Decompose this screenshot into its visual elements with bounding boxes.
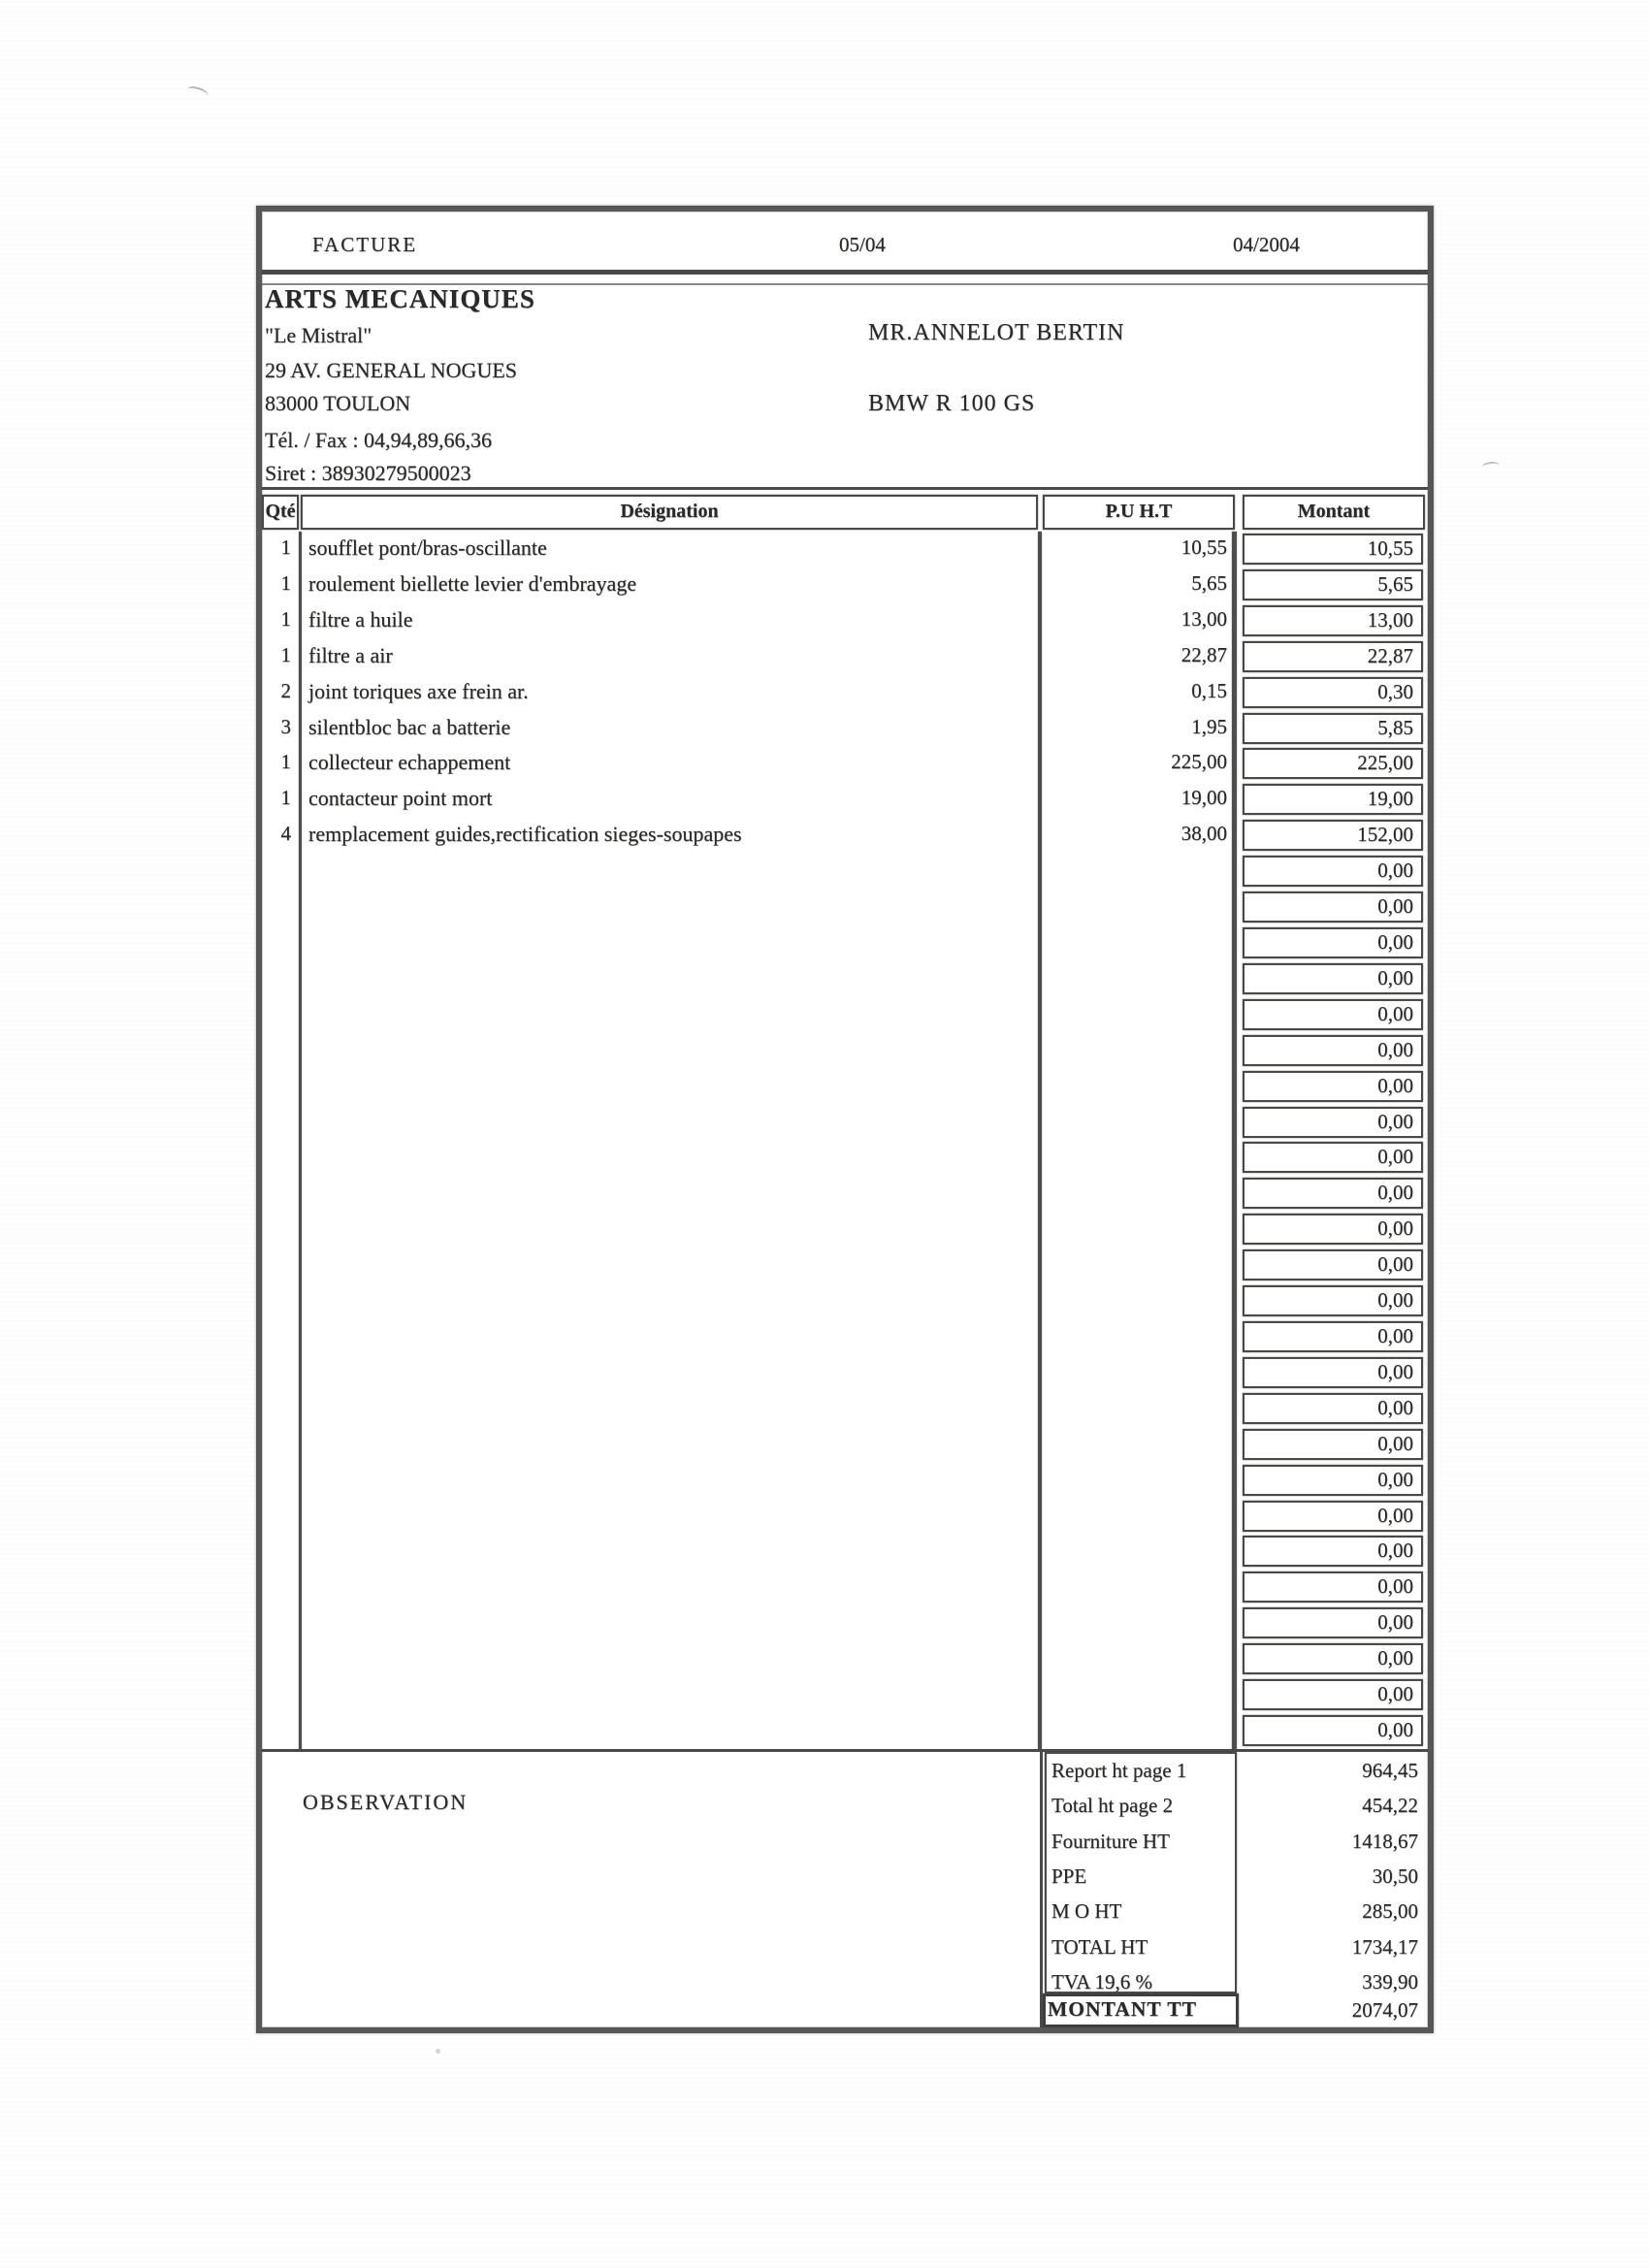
- item-qty: 4: [280, 822, 291, 846]
- table-row-empty: [262, 1247, 1428, 1283]
- table-row-empty: [262, 1499, 1428, 1535]
- empty-amount-box: 0,00: [1243, 1429, 1423, 1460]
- item-amount-box: 13,00: [1243, 605, 1423, 636]
- empty-amount-box: 0,00: [1243, 1571, 1423, 1603]
- item-unit-price: 13,00: [1180, 606, 1227, 631]
- item-amount-box: 19,00: [1243, 784, 1423, 815]
- seller-name: ARTS MECANIQUES: [265, 284, 535, 313]
- seller-address-line: 83000 TOULON: [265, 391, 411, 415]
- table-row: [262, 675, 1428, 711]
- item-designation: roulement biellette levier d'embrayage: [308, 570, 637, 596]
- empty-amount-box: 0,00: [1243, 856, 1423, 887]
- grand-total-label: MONTANT TT: [1048, 1997, 1197, 2021]
- total-row-label: M O HT: [1051, 1899, 1122, 1924]
- item-unit-price: 19,00: [1180, 786, 1227, 810]
- empty-amount-box: 0,00: [1243, 1142, 1423, 1173]
- column-header-designation: Désignation: [301, 495, 1038, 530]
- observation-box: [262, 1752, 1043, 2027]
- table-row: [262, 567, 1428, 603]
- invoice-frame: [256, 206, 1434, 2033]
- item-qty: 2: [280, 678, 291, 702]
- table-row-empty: [262, 1355, 1428, 1391]
- invoice-number: 05/04: [839, 233, 886, 256]
- total-row-value: 339,90: [1362, 1969, 1418, 1993]
- observation-label: OBSERVATION: [303, 1790, 469, 1814]
- total-row-label: PPE: [1051, 1863, 1087, 1888]
- empty-amount-box: 0,00: [1243, 1285, 1423, 1316]
- item-unit-price: 225,00: [1171, 750, 1227, 774]
- item-designation: contacteur point mort: [308, 786, 493, 811]
- empty-amount-box: 0,00: [1243, 1035, 1423, 1066]
- total-row-value: 964,45: [1362, 1759, 1418, 1782]
- item-designation: filtre a huile: [308, 606, 413, 632]
- column-header-unit-price: P.U H.T: [1043, 495, 1235, 530]
- item-qty: 3: [280, 714, 291, 738]
- item-amount-box: 5,85: [1243, 713, 1423, 744]
- item-amount-box: 152,00: [1243, 820, 1423, 851]
- empty-amount-box: 0,00: [1243, 1715, 1423, 1746]
- total-row-value: 1418,67: [1351, 1829, 1418, 1853]
- item-designation: soufflet pont/bras-oscillante: [308, 535, 547, 560]
- item-unit-price: 0,15: [1191, 678, 1227, 702]
- table-row-empty: [262, 1176, 1428, 1212]
- table-row-empty: [262, 1605, 1428, 1641]
- table-row-empty: [262, 1069, 1428, 1105]
- table-row-empty: [262, 1463, 1428, 1499]
- scan-squiggle-artifact: [1481, 461, 1500, 472]
- customer-name: MR.ANNELOT BERTIN: [868, 320, 1125, 345]
- table-row-empty: [262, 1570, 1428, 1605]
- table-row-empty: [262, 1212, 1428, 1247]
- grand-total-box: [1043, 1993, 1239, 2027]
- empty-amount-box: 0,00: [1243, 1607, 1423, 1638]
- table-row-empty: [262, 1713, 1428, 1749]
- empty-amount-box: 0,00: [1243, 1178, 1423, 1209]
- item-designation: filtre a air: [308, 642, 393, 667]
- empty-amount-box: 0,00: [1243, 1679, 1423, 1710]
- table-row-empty: [262, 1391, 1428, 1427]
- empty-amount-box: 0,00: [1243, 1107, 1423, 1138]
- total-row-label: Total ht page 2: [1051, 1794, 1174, 1818]
- item-amount-box: 10,55: [1243, 534, 1423, 565]
- grand-total-value: 2074,07: [1351, 1998, 1418, 2022]
- seller-siret-line: Siret : 38930279500023: [265, 461, 471, 485]
- table-row-empty: [262, 1140, 1428, 1176]
- empty-amount-box: 0,00: [1243, 1071, 1423, 1102]
- table-row: [262, 639, 1428, 675]
- item-designation: remplacement guides,rectification sieges-soupapes: [308, 822, 742, 847]
- item-unit-price: 38,00: [1180, 822, 1227, 846]
- total-row-label: TOTAL HT: [1051, 1934, 1148, 1959]
- item-amount-box: 5,65: [1243, 569, 1423, 600]
- empty-amount-box: 0,00: [1243, 1536, 1423, 1567]
- empty-amount-box: 0,00: [1243, 1501, 1423, 1532]
- table-row: [262, 782, 1428, 818]
- item-qty: 1: [280, 642, 291, 666]
- invoice-date: 04/2004: [1233, 233, 1300, 256]
- seller-address-line: 29 AV. GENERAL NOGUES: [265, 358, 517, 382]
- total-row-value: 30,50: [1372, 1863, 1418, 1888]
- seller-phone-line: Tél. / Fax : 04,94,89,66,36: [265, 428, 493, 452]
- table-row-empty: [262, 1033, 1428, 1069]
- table-row-empty: [262, 890, 1428, 925]
- table-row-empty: [262, 1641, 1428, 1677]
- table-row-empty: [262, 1105, 1428, 1141]
- item-unit-price: 22,87: [1180, 642, 1227, 666]
- table-row-empty: [262, 961, 1428, 997]
- table-row-empty: [262, 1677, 1428, 1713]
- item-amount-box: 0,30: [1243, 677, 1423, 708]
- table-row-empty: [262, 1319, 1428, 1355]
- item-unit-price: 10,55: [1180, 535, 1227, 559]
- item-unit-price: 1,95: [1191, 714, 1227, 738]
- empty-amount-box: 0,00: [1243, 927, 1423, 958]
- table-row: [262, 532, 1428, 567]
- total-row-label: Report ht page 1: [1051, 1759, 1187, 1782]
- doc-type-label: FACTURE: [312, 233, 418, 256]
- column-header-amount: Montant: [1243, 495, 1425, 530]
- empty-amount-box: 0,00: [1243, 1465, 1423, 1496]
- total-row-label: Fourniture HT: [1051, 1829, 1170, 1853]
- empty-amount-box: 0,00: [1243, 891, 1423, 923]
- total-row-value: 285,00: [1362, 1899, 1418, 1924]
- item-qty: 1: [280, 786, 291, 810]
- item-designation: silentbloc bac a batterie: [308, 714, 511, 739]
- table-row-empty: [262, 854, 1428, 890]
- empty-amount-box: 0,00: [1243, 999, 1423, 1030]
- item-qty: 1: [280, 570, 291, 595]
- item-unit-price: 5,65: [1191, 570, 1227, 595]
- totals-values-column: [1243, 1752, 1418, 2027]
- column-header-qty: Qté: [262, 495, 299, 530]
- empty-amount-box: 0,00: [1243, 1321, 1423, 1352]
- faint-dot-artifact: [436, 2049, 440, 2054]
- item-qty: 1: [280, 535, 291, 559]
- empty-amount-box: 0,00: [1243, 1393, 1423, 1424]
- item-designation: collecteur echappement: [308, 750, 511, 775]
- item-qty: 1: [280, 750, 291, 774]
- table-row: [262, 746, 1428, 782]
- table-row-empty: [262, 1534, 1428, 1570]
- pencil-mark-artifact: [186, 85, 210, 100]
- empty-amount-box: 0,00: [1243, 963, 1423, 994]
- empty-amount-box: 0,00: [1243, 1643, 1423, 1674]
- empty-amount-box: 0,00: [1243, 1249, 1423, 1280]
- item-qty: 1: [280, 606, 291, 631]
- item-designation: joint toriques axe frein ar.: [308, 678, 529, 703]
- totals-labels-box: [1045, 1752, 1237, 1993]
- vehicle-model: BMW R 100 GS: [868, 391, 1036, 416]
- table-row-empty: [262, 1427, 1428, 1463]
- empty-amount-box: 0,00: [1243, 1214, 1423, 1245]
- table-row-empty: [262, 997, 1428, 1033]
- item-amount-box: 225,00: [1243, 748, 1423, 779]
- table-row-empty: [262, 1283, 1428, 1319]
- total-row-value: 454,22: [1362, 1794, 1418, 1818]
- seller-address-line: "Le Mistral": [265, 323, 372, 347]
- empty-amount-box: 0,00: [1243, 1357, 1423, 1388]
- table-row-empty: [262, 925, 1428, 961]
- table-row: [262, 711, 1428, 747]
- item-amount-box: 22,87: [1243, 641, 1423, 672]
- table-row: [262, 603, 1428, 639]
- total-row-value: 1734,17: [1351, 1934, 1418, 1959]
- total-row-label: TVA 19,6 %: [1051, 1969, 1153, 1993]
- table-row: [262, 818, 1428, 854]
